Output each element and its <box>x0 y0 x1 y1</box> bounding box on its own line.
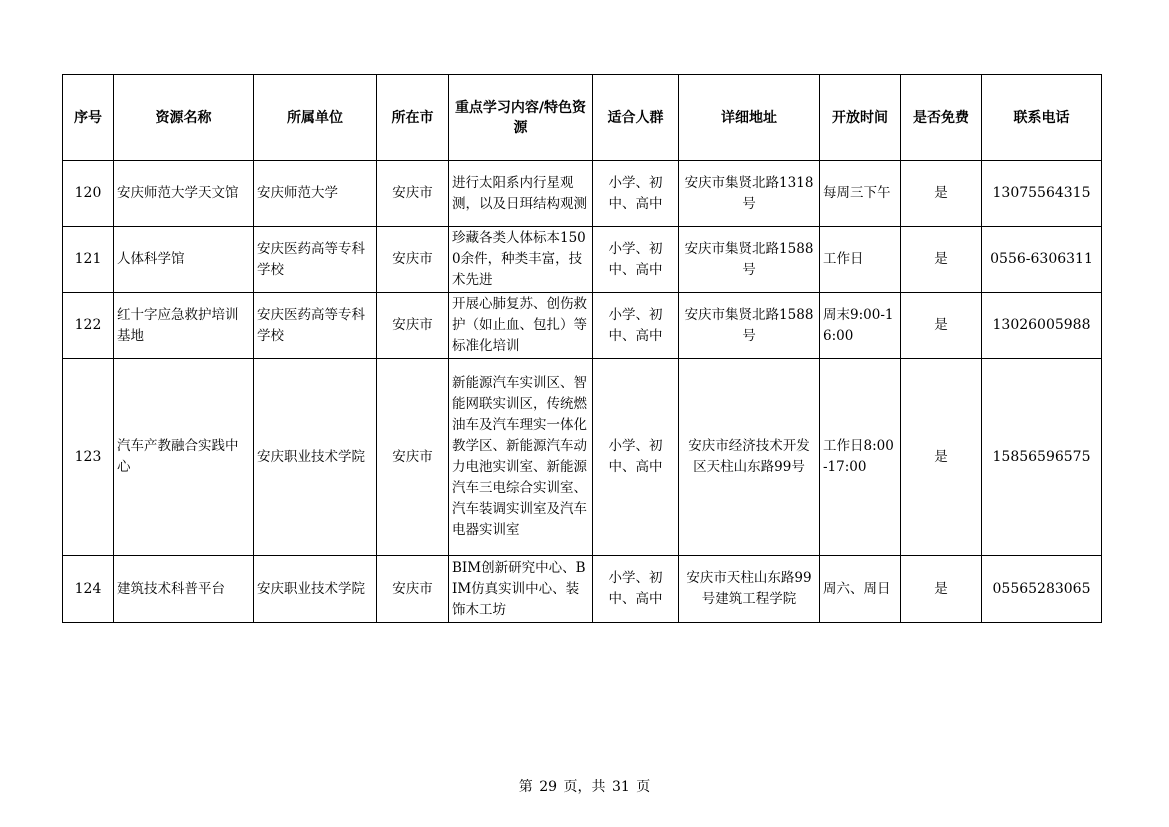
cell-city: 安庆市 <box>377 293 449 359</box>
cell-city: 安庆市 <box>377 161 449 227</box>
cell-name: 汽车产教融合实践中心 <box>114 359 254 556</box>
cell-id: 123 <box>63 359 114 556</box>
cell-phone: 15856596575 <box>982 359 1102 556</box>
cell-free: 是 <box>901 293 982 359</box>
cell-hours: 每周三下午 <box>820 161 901 227</box>
cell-unit: 安庆医药高等专科学校 <box>254 293 377 359</box>
cell-address: 安庆市经济技术开发区天柱山东路99号 <box>679 359 820 556</box>
cell-content <box>449 293 593 359</box>
cell-unit: 安庆师范大学 <box>254 161 377 227</box>
cell-city: 安庆市 <box>377 227 449 293</box>
cell-phone: 0556-6306311 <box>982 227 1102 293</box>
table-row <box>63 161 1102 227</box>
cell-audience: 小学、初中、高中 <box>593 556 679 623</box>
cell-phone: 13075564315 <box>982 161 1102 227</box>
cell-audience: 小学、初中、高中 <box>593 161 679 227</box>
cell-free: 是 <box>901 359 982 556</box>
cell-name: 建筑技术科普平台 <box>114 556 254 623</box>
cell-unit: 安庆医药高等专科学校 <box>254 227 377 293</box>
cell-hours: 工作日8:00-17:00 <box>820 359 901 556</box>
cell-audience: 小学、初中、高中 <box>593 227 679 293</box>
cell-hours: 周六、周日 <box>820 556 901 623</box>
cell-free: 是 <box>901 227 982 293</box>
cell-audience: 小学、初中、高中 <box>593 293 679 359</box>
table-row <box>63 293 1102 359</box>
cell-content: 进行太阳系内行星观测，以及日珥结构观测 <box>449 161 593 227</box>
cell-address: 安庆市集贤北路1318号 <box>679 161 820 227</box>
table-row <box>63 556 1102 623</box>
cell-id: 120 <box>63 161 114 227</box>
cell-content: BIM创新研究中心、BIM仿真实训中心、装饰木工坊 <box>449 556 593 623</box>
cell-content: 珍藏各类人体标本1500余件，种类丰富，技术先进 <box>449 227 593 293</box>
header-audience: 适合人群 <box>593 75 679 161</box>
header-free: 是否免费 <box>901 75 982 161</box>
header-unit: 所属单位 <box>254 75 377 161</box>
cell-unit: 安庆职业技术学院 <box>254 359 377 556</box>
header-hours: 开放时间 <box>820 75 901 161</box>
cell-address: 安庆市集贤北路1588号 <box>679 227 820 293</box>
header-name: 资源名称 <box>114 75 254 161</box>
cell-phone: 13026005988 <box>982 293 1102 359</box>
header-content: 重点学习内容/特色资源 <box>449 75 593 161</box>
footer-suffix: 页 <box>636 779 651 795</box>
cell-address: 安庆市天柱山东路99号建筑工程学院 <box>679 556 820 623</box>
cell-name: 人体科学馆 <box>114 227 254 293</box>
cell-hours: 工作日 <box>820 227 901 293</box>
cell-hours: 周末9:00-16:00 <box>820 293 901 359</box>
header-city: 所在市 <box>377 75 449 161</box>
footer-page-number: 29 <box>539 779 558 795</box>
cell-name: 安庆师范大学天文馆 <box>114 161 254 227</box>
header-address: 详细地址 <box>679 75 820 161</box>
cell-id: 122 <box>63 293 114 359</box>
cell-city: 安庆市 <box>377 556 449 623</box>
cell-audience: 小学、初中、高中 <box>593 359 679 556</box>
footer-prefix: 第 <box>518 779 533 795</box>
cell-content-text: 开展心肺复苏、创伤救护（如止血、包扎）等标准化培训 <box>452 296 587 354</box>
page-footer <box>0 776 1169 796</box>
cell-id: 124 <box>63 556 114 623</box>
table-header-row <box>63 75 1102 161</box>
cell-content: 新能源汽车实训区、智能网联实训区，传统燃油车及汽车理实一体化教学区、新能源汽车动力电池实训室、新能源汽车三电综合实训室、汽车装调实训室及汽车电器实训室 <box>449 359 593 556</box>
resource-table <box>62 74 1102 623</box>
cell-unit: 安庆职业技术学院 <box>254 556 377 623</box>
header-phone: 联系电话 <box>982 75 1102 161</box>
cell-name: 红十字应急救护培训基地 <box>114 293 254 359</box>
cell-city: 安庆市 <box>377 359 449 556</box>
cell-phone: 05565283065 <box>982 556 1102 623</box>
footer-mid: 页，共 <box>563 779 606 795</box>
cell-free: 是 <box>901 556 982 623</box>
cell-address: 安庆市集贤北路1588号 <box>679 293 820 359</box>
cell-free: 是 <box>901 161 982 227</box>
table-row <box>63 359 1102 556</box>
cell-id: 121 <box>63 227 114 293</box>
header-id: 序号 <box>63 75 114 161</box>
table-row <box>63 227 1102 293</box>
footer-total-pages: 31 <box>611 779 630 795</box>
